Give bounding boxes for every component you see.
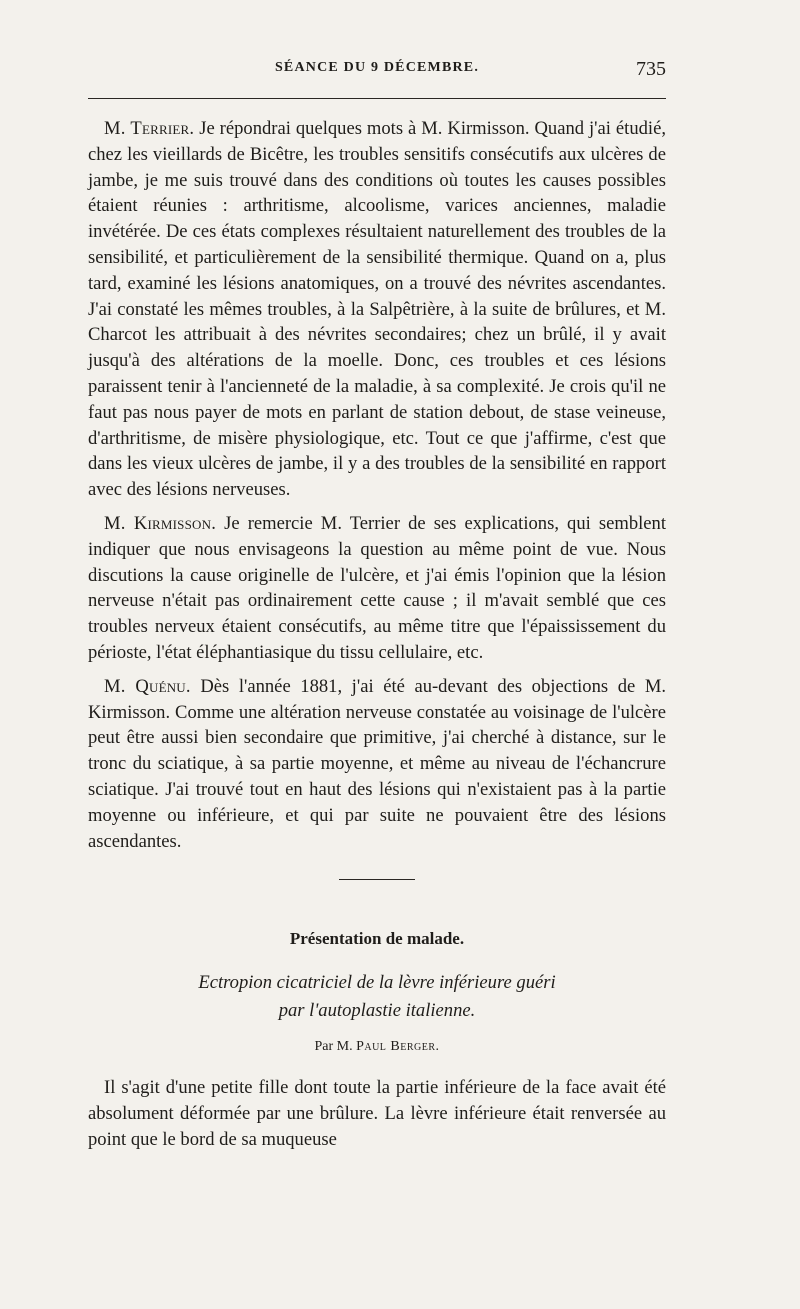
author-prefix: Par M. [314,1039,353,1055]
paragraph-text: Dès l'année 1881, j'ai été au-devant des objections de M. Kirmisson. Comme une altération nerveuse constatée au voisinage de l'ulcère peut être aussi bien secondaire que primitive, j'ai cherché à distance, sur le tronc du sciatique, à sa partie moyenne, et même au niveau de l'échancrure sciatique. J'ai trouvé tout en haut des lésions qui n'existaient pas à la partie moyenne ou inférieure, et qui par suite ne pouvaient être des lésions ascendantes. [88,675,666,852]
paragraph-quenu [88,674,666,855]
page-body [88,116,666,1153]
page-number: 735 [636,58,666,80]
running-title: SÉANCE DU 9 DÉCEMBRE. [274,60,480,75]
header-rule [88,98,666,99]
paragraph-terrier [88,116,666,503]
article-title-line-2: par l'autoplastie italienne. [278,1000,476,1022]
paragraph-kirmisson [88,511,666,666]
author-line [88,1039,666,1055]
speaker-name: M. Kirmisson. [104,512,217,534]
author-name: Paul Berger. [356,1039,440,1055]
page-header [88,60,666,90]
section-heading: Présentation de malade. [289,929,465,949]
section-divider [339,879,415,880]
paragraph-intro: Il s'agit d'une petite fille dont toute la partie inférieure de la face avait été absolument déformée par une brûlure. La lèvre inférieure était renversée au point que le bord de sa muqueuse [88,1077,666,1150]
article-title-line-1: Ectropion cicatriciel de la lèvre inférieure guéri [198,972,556,994]
paragraph-text: Je remercie M. Terrier de ses explications, qui semblent indiquer que nous envisageons la question au même point de vue. Nous discutions la cause originelle de l'ulcère, et j'ai émis l'opinion que la lésion nerveuse n'était pas ordinairement cette cause ; il m'avait semblé que ces troubles nerveux étaient consécutifs, au même titre que l'épaississement du périoste, l'état éléphantiasique du tissu cellulaire, etc. [88,512,666,663]
speaker-name: M. Quénu. [104,675,191,697]
paragraph-text: Je répondrai quelques mots à M. Kirmisson. Quand j'ai étudié, chez les vieillards de Bicêtre, les troubles sensitifs consécutifs aux ulcères de jambe, je me suis trouvé dans des conditions où toutes les causes possibles étaient réunies : arthritisme, alcoolisme, varices anciennes, maladie invétérée. De ces états complexes résultaient naturellement des troubles de la sensibilité, et particulièrement de la sensibilité thermique. Quand on a, plus tard, examiné les lésions anatomiques, on a trouvé des névrites ascendantes. J'ai constaté les mêmes troubles, à la Salpêtrière, à la suite de brûlures, et M. Charcot les attribuait à des névrites secondaires; chez un brûlé, il y avait jusqu'à des altérations de la moelle. Donc, ces troubles et ces lésions paraissent tenir à l'ancienneté de la maladie, à sa complexité. Je crois qu'il ne faut pas nous payer de mots en parlant de station debout, de stase veineuse, d'arthritisme, de misère physiologique, etc. Tout ce que j'affirme, c'est que dans les vieux ulcères de jambe, il y a des troubles de la sensibilité en rapport avec des lésions nerveuses. [88,118,666,501]
speaker-name: M. Terrier. [104,118,195,139]
